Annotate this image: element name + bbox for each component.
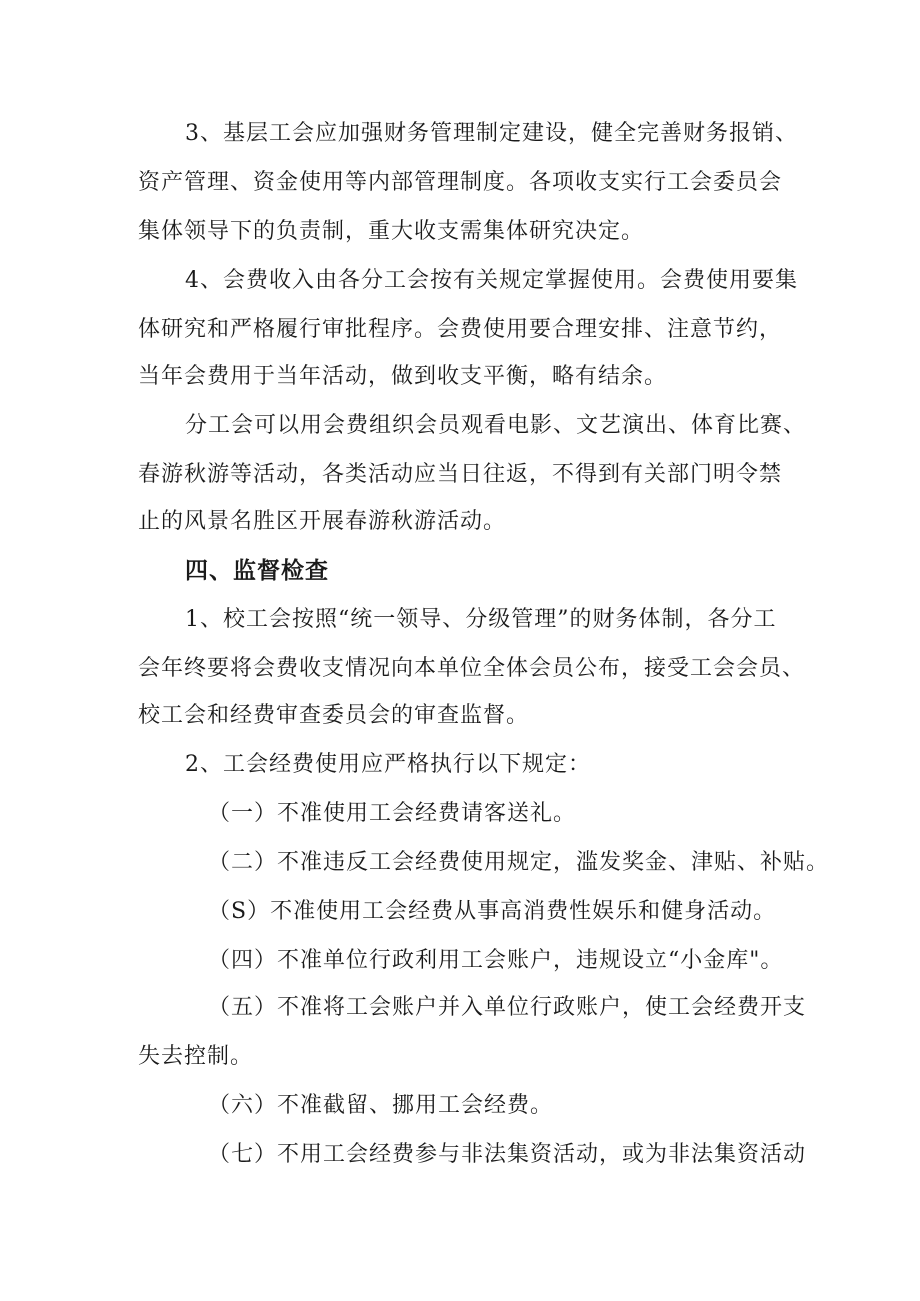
para-activities-line-2: 春游秋游等活动，各类活动应当日往返，不得到有关部门明令禁	[138, 462, 783, 487]
para-activities-line-3: 止的风景名胜区开展春游秋游活动。	[138, 509, 507, 534]
para-s1-line-3: 校工会和经费审查委员会的审查监督。	[138, 703, 530, 728]
rule-item-3: （S）不准使用工会经费从事高消费性娱乐和健身活动。	[208, 899, 777, 924]
rule-item-5-line-1: （五）不准将工会账户并入单位行政账户，使工会经费开支	[208, 995, 807, 1020]
para-4-line-2: 体研究和严格履行审批程序。会费使用要合理安排、注意节约，	[138, 317, 783, 342]
para-3-line-3: 集体领导下的负责制，重大收支需集体研究决定。	[138, 219, 645, 244]
rule-item-5-line-2: 失去控制。	[138, 1044, 254, 1069]
rule-item-6: （六）不准截留、挪用工会经费。	[208, 1093, 554, 1118]
para-3-line-2: 资产管理、资金使用等内部管理制度。各项收支实行工会委员会	[138, 170, 783, 195]
para-s2-line-1: 2、工会经费使用应严格执行以下规定：	[185, 752, 591, 777]
rule-item-4: （四）不准单位行政利用工会账户，违规设立“小金库"。	[208, 948, 784, 973]
para-s1-line-1: 1、校工会按照“统一领导、分级管理”的财务体制，各分工	[185, 607, 777, 632]
para-activities-line-1: 分工会可以用会费组织会员观看电影、文艺演出、体育比赛、	[185, 413, 807, 438]
rule-item-7-line-1: （七）不用工会经费参与非法集资活动，或为非法集资活动	[208, 1142, 807, 1167]
para-4-line-1: 4、会费收入由各分工会按有关规定掌握使用。会费使用要集	[185, 268, 798, 293]
section-heading-supervision: 四、监督检查	[185, 558, 329, 584]
para-3-line-1: 3、基层工会应加强财务管理制定建设，健全完善财务报销、	[185, 121, 798, 146]
rule-item-2: （二）不准违反工会经费使用规定，滥发奖金、津贴、补贴。	[208, 850, 830, 875]
para-s1-line-2: 会年终要将会费收支情况向本单位全体会员公布，接受工会会员、	[138, 656, 806, 681]
para-4-line-3: 当年会费用于当年活动，做到收支平衡，略有结余。	[138, 364, 668, 389]
rule-item-1: （一）不准使用工会经费请客送礼。	[208, 801, 577, 826]
